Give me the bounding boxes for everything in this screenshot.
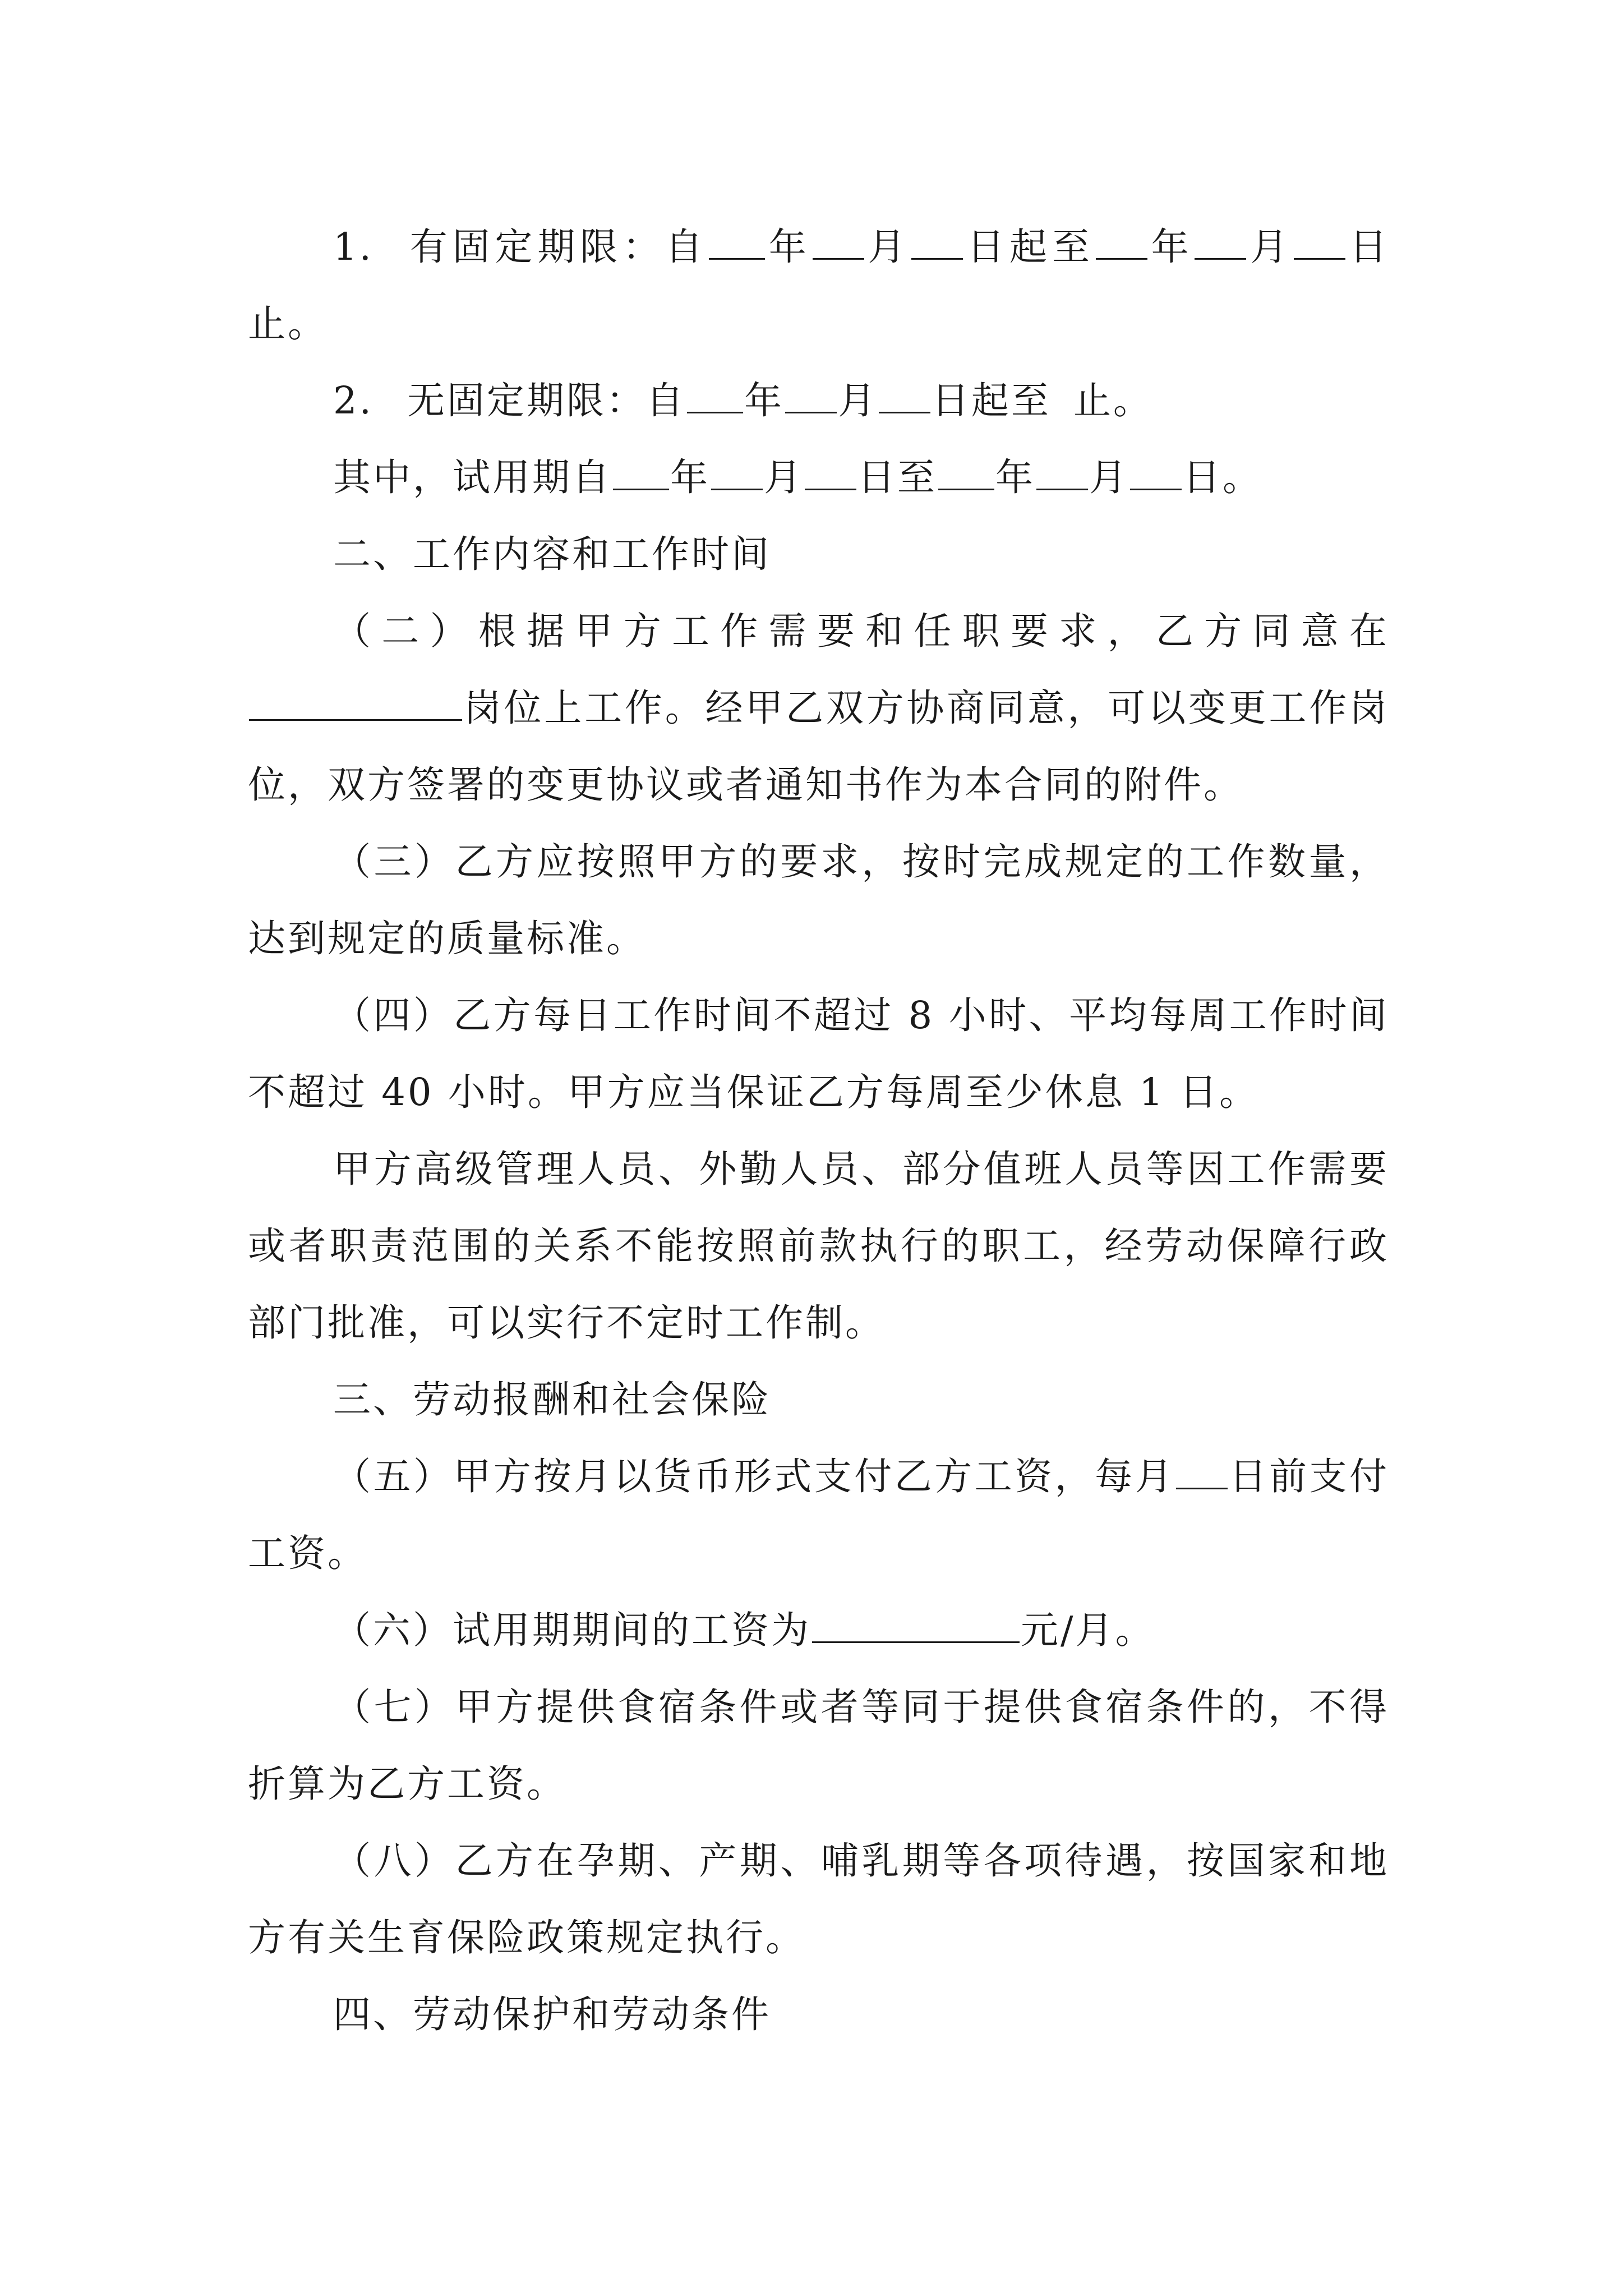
blank-month <box>813 222 864 260</box>
unit-month: 月 <box>1247 225 1293 269</box>
blank-month <box>711 453 763 490</box>
clause-2-paragraph <box>248 593 1389 823</box>
probation-paragraph <box>248 439 1389 516</box>
unit-month: 月 <box>837 379 878 422</box>
term-open-label: 无固定期限：自 <box>407 379 686 422</box>
term-open-paragraph <box>248 362 1389 439</box>
blank-day <box>911 222 963 260</box>
blank-month <box>785 376 837 413</box>
unit-month: 月 <box>1089 455 1129 499</box>
unit-day-until: 日。 <box>1183 455 1262 499</box>
unit-day-from: 日至 <box>857 455 937 499</box>
clause-4-extra-paragraph: 甲方高级管理人员、外勤人员、部分值班人员等因工作需要或者职责范围的关系不能按照前款执行的职工，经劳动保障行政部门批准，可以实行不定时工作制。 <box>248 1147 1389 1345</box>
term-fixed-label: 有固定期限：自 <box>407 225 708 269</box>
section-3-heading: 三、劳动报酬和社会保险 <box>333 1378 771 1421</box>
term-fixed-paragraph <box>248 209 1389 362</box>
clause-6-paragraph <box>248 1592 1389 1669</box>
probation-label: 其中，试用期自 <box>333 455 612 499</box>
unit-year: 年 <box>1148 225 1194 269</box>
clause-6-text-b: 元/月。 <box>1021 1608 1155 1652</box>
blank-year <box>938 453 994 490</box>
unit-day-from: 日起至 <box>964 225 1095 269</box>
clause-7-paragraph: （七）甲方提供食宿条件或者等同于提供食宿条件的，不得折算为乙方工资。 <box>248 1685 1389 1806</box>
blank-year <box>687 376 743 413</box>
term-fixed-number: 1. <box>333 225 374 269</box>
blank-month <box>1195 222 1246 260</box>
blank-month <box>1036 453 1088 490</box>
clause-2-text-b: 岗位上工作。经甲乙双方协商同意，可以变更工作岗位，双方签署的变更协议或者通知书作为本合同的附件。 <box>248 686 1389 807</box>
document-body <box>248 209 1389 2053</box>
blank-year <box>613 453 669 490</box>
unit-day-until: 日止。 <box>248 225 1390 346</box>
clause-3-paragraph: （三）乙方应按照甲方的要求，按时完成规定的工作数量，达到规定的质量标准。 <box>248 840 1389 960</box>
clause-5-paragraph <box>248 1438 1389 1592</box>
blank-year <box>709 222 765 260</box>
section-4-heading: 四、劳动保护和劳动条件 <box>333 1993 771 2036</box>
clause-5-text-b: 日前支付工资。 <box>248 1455 1389 1575</box>
clause-2-text-a: （二）根据甲方工作需要和任职要求，乙方同意在 <box>333 609 1389 653</box>
blank-pay-day <box>1176 1452 1228 1489</box>
section-2-heading: 二、工作内容和工作时间 <box>333 532 771 576</box>
unit-month: 月 <box>865 225 911 269</box>
unit-month: 月 <box>764 455 804 499</box>
blank-year <box>1096 222 1147 260</box>
clause-8-paragraph: （八）乙方在孕期、产期、哺乳期等各项待遇，按国家和地方有关生育保险政策规定执行。 <box>248 1839 1389 1959</box>
unit-year: 年 <box>744 379 784 422</box>
unit-day-from: 日起至 <box>931 379 1051 422</box>
blank-day <box>1294 222 1345 260</box>
unit-year: 年 <box>995 455 1035 499</box>
blank-day <box>805 453 856 490</box>
unit-year: 年 <box>670 455 710 499</box>
blank-position <box>249 683 462 721</box>
clause-4-paragraph: （四）乙方每日工作时间不超过 8 小时、平均每周工作时间不超过 40 小时。甲方应当保证乙方每周至少休息 1 日。 <box>248 993 1389 1114</box>
term-open-end: 止。 <box>1073 379 1153 422</box>
unit-year: 年 <box>766 225 811 269</box>
blank-day <box>1130 453 1182 490</box>
blank-day <box>879 376 930 413</box>
clause-5-text-a: （五）甲方按月以货币形式支付乙方工资，每月 <box>333 1455 1175 1498</box>
clause-6-text-a: （六）试用期期间的工资为 <box>333 1608 811 1652</box>
term-open-number: 2. <box>333 379 374 422</box>
blank-probation-wage <box>812 1605 1020 1643</box>
